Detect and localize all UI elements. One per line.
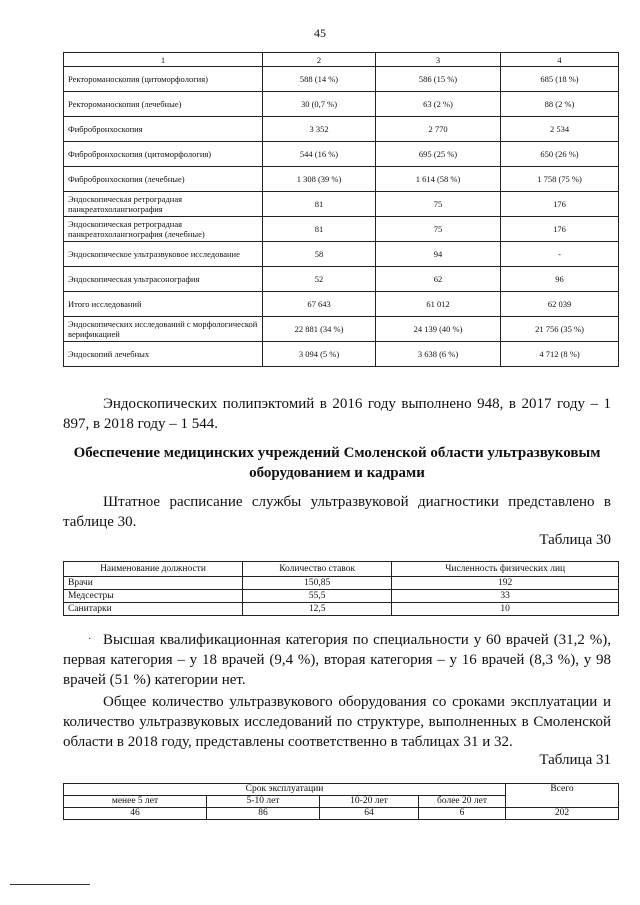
value-cell: 46 [64, 808, 207, 820]
value-2016: 81 [263, 192, 376, 217]
procedure-name: Эндоскопическое ультразвуковое исследование [64, 242, 263, 267]
header-cell: Количество ставок [243, 562, 392, 577]
value-2018: 21 756 (35 %) [501, 317, 619, 342]
value-2016: 58 [263, 242, 376, 267]
value-2016: 1 308 (39 %) [263, 167, 376, 192]
value-2016: 3 094 (5 %) [263, 342, 376, 367]
value-2017: 75 [376, 217, 501, 242]
procedure-name: Эндоскопий лечебных [64, 342, 263, 367]
group-header: Срок эксплуатации [64, 784, 506, 796]
footnote-divider [10, 884, 90, 885]
stray-mark: · [88, 634, 92, 645]
table-row [64, 192, 619, 217]
value-2016: 3 352 [263, 117, 376, 142]
value-2018: 2 534 [501, 117, 619, 142]
staff-paragraph: Штатное расписание службы ультразвуковой диагностики представлено в таблице 30. [63, 494, 611, 530]
persons-value: 33 [392, 590, 619, 603]
table-31-caption: Таблица 31 [539, 752, 611, 768]
value-2017: 1 614 (58 %) [376, 167, 501, 192]
total-header: Всего [506, 784, 619, 808]
value-2017: 2 770 [376, 117, 501, 142]
table-30-caption: Таблица 30 [539, 532, 611, 548]
value-2018: 650 (26 %) [501, 142, 619, 167]
value-cell: 6 [419, 808, 506, 820]
position-name: Врачи [64, 577, 243, 590]
value-2017: 75 [376, 192, 501, 217]
table-row [64, 217, 619, 242]
table-row [64, 590, 619, 603]
table-row [64, 167, 619, 192]
header-cell: Численность физических лиц [392, 562, 619, 577]
value-2017: 62 [376, 267, 501, 292]
procedure-name: Эндоскопическая ретроградная панкреатохолангиография (лечебные) [64, 217, 263, 242]
table-row [64, 92, 619, 117]
table-row [64, 117, 619, 142]
value-2017: 94 [376, 242, 501, 267]
table-header-row [64, 562, 619, 577]
value-2018: 1 758 (75 %) [501, 167, 619, 192]
value-2018: 62 039 [501, 292, 619, 317]
header-cell: менее 5 лет [64, 796, 207, 808]
header-cell: 10-20 лет [320, 796, 419, 808]
value-2016: 588 (14 %) [263, 67, 376, 92]
section-heading: Обеспечение медицинских учреждений Смоленской области ультразвуковым оборудованием и кадрами [73, 445, 601, 481]
procedure-name: Итого исследований [64, 292, 263, 317]
value-2017: 63 (2 %) [376, 92, 501, 117]
value-2018: 4 712 (8 %) [501, 342, 619, 367]
staff-table [63, 561, 619, 616]
header-cell: 3 [376, 53, 501, 67]
endoscopy-table [63, 52, 619, 367]
rates-value: 150,85 [243, 577, 392, 590]
value-2017: 61 012 [376, 292, 501, 317]
table-row [64, 603, 619, 616]
page-number: 45 [314, 26, 326, 40]
procedure-name: Эндоскопическая ретроградная панкреатохолангиография [64, 192, 263, 217]
persons-value: 192 [392, 577, 619, 590]
persons-value: 10 [392, 603, 619, 616]
value-2018: 96 [501, 267, 619, 292]
procedure-name: Ректороманоскопия (цитоморфология) [64, 67, 263, 92]
header-cell: 5-10 лет [207, 796, 320, 808]
value-2018: 176 [501, 217, 619, 242]
value-2018: - [501, 242, 619, 267]
table-row [64, 808, 619, 820]
table-row [64, 242, 619, 267]
value-2017: 3 638 (6 %) [376, 342, 501, 367]
polypectomy-paragraph: Эндоскопических полипэктомий в 2016 году выполнено 948, в 2017 году – 1 897, в 2018 году – 1 544. [63, 396, 611, 432]
value-2016: 544 (16 %) [263, 142, 376, 167]
rates-value: 12,5 [243, 603, 392, 616]
procedure-name: Фибробронхоскопия (цитоморфология) [64, 142, 263, 167]
table-row [64, 267, 619, 292]
equipment-paragraph: Общее количество ультразвукового оборудования со сроками эксплуатации и количество ультразвуковых исследований по структуре, выполненных в Смоленской области в 2018 году, представлены соответственно в таблицах 31 и 32. [63, 694, 611, 750]
table-header-row [64, 784, 619, 796]
value-2017: 586 (15 %) [376, 67, 501, 92]
header-cell: 1 [64, 53, 263, 67]
procedure-name: Фибробронхоскопия (лечебные) [64, 167, 263, 192]
procedure-name: Фибробронхоскопия [64, 117, 263, 142]
value-cell: 64 [320, 808, 419, 820]
value-2018: 176 [501, 192, 619, 217]
value-2016: 67 643 [263, 292, 376, 317]
table-row [64, 292, 619, 317]
table-row [64, 142, 619, 167]
table-row [64, 342, 619, 367]
equipment-age-table [63, 783, 619, 820]
header-cell: Наименование должности [64, 562, 243, 577]
value-cell: 86 [207, 808, 320, 820]
header-cell: 2 [263, 53, 376, 67]
position-name: Санитарки [64, 603, 243, 616]
table-row [64, 67, 619, 92]
table-row [64, 317, 619, 342]
value-2017: 695 (25 %) [376, 142, 501, 167]
procedure-name: Ректороманоскопия (лечебные) [64, 92, 263, 117]
rates-value: 55,5 [243, 590, 392, 603]
position-name: Медсестры [64, 590, 243, 603]
value-2016: 22 881 (34 %) [263, 317, 376, 342]
total-cell: 202 [506, 808, 619, 820]
procedure-name: Эндоскопических исследований с морфологической верификацией [64, 317, 263, 342]
value-2016: 30 (0,7 %) [263, 92, 376, 117]
header-cell: более 20 лет [419, 796, 506, 808]
value-2018: 88 (2 %) [501, 92, 619, 117]
procedure-name: Эндоскопическая ультрасонография [64, 267, 263, 292]
table-header-row [64, 53, 619, 67]
value-2016: 52 [263, 267, 376, 292]
table-row [64, 577, 619, 590]
value-2018: 685 (18 %) [501, 67, 619, 92]
value-2016: 81 [263, 217, 376, 242]
value-2017: 24 139 (40 %) [376, 317, 501, 342]
qualification-paragraph: Высшая квалификационная категория по специальности у 60 врачей (31,2 %), первая категория – у 18 врачей (9,4 %), вторая категория – у 16 врачей (8,3 %), у 98 врачей (51 %) категории нет. [63, 632, 611, 688]
header-cell: 4 [501, 53, 619, 67]
